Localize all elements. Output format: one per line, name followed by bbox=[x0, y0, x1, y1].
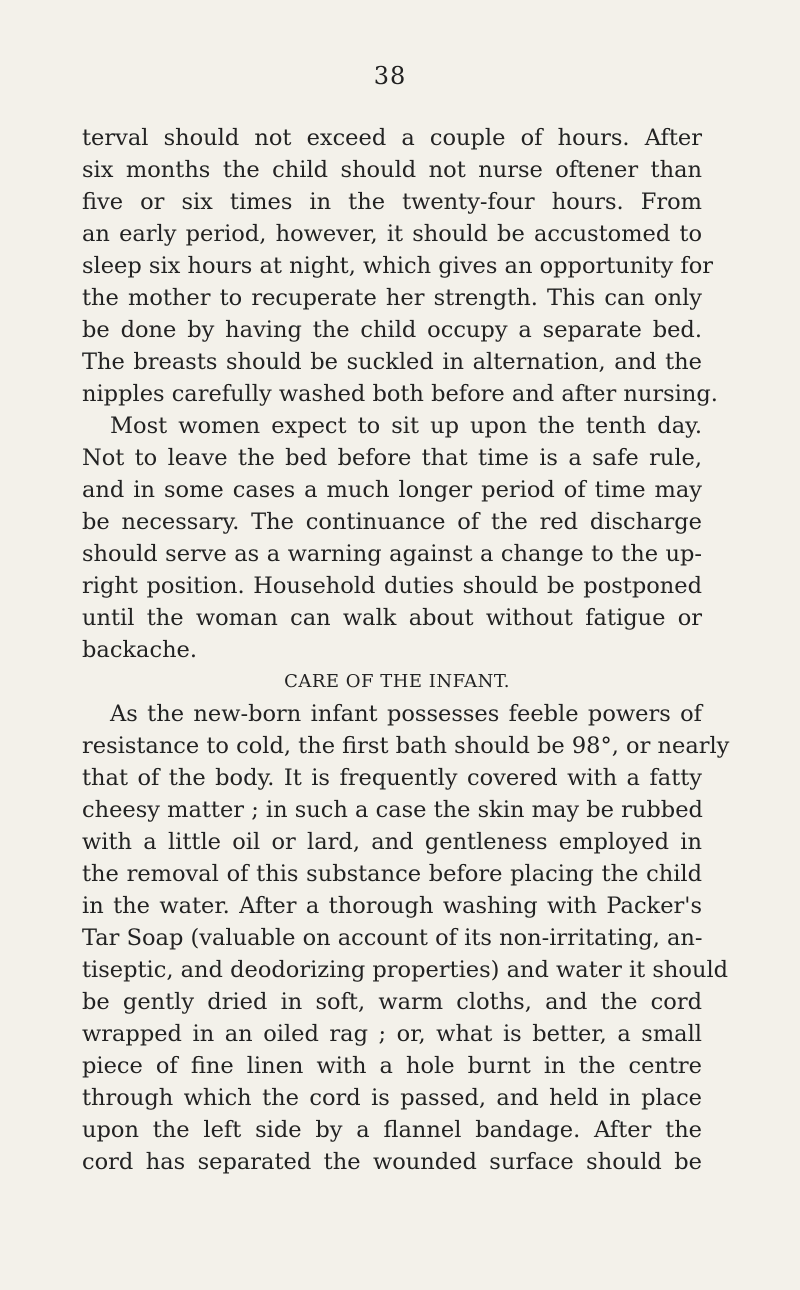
text-line: tiseptic, and deodorizing properties) and water it should bbox=[82, 957, 729, 983]
text-line: that of the body. It is frequently covered with a fatty bbox=[82, 765, 702, 791]
section-heading: CARE OF THE INFANT. bbox=[284, 671, 510, 692]
text-line: right position. Household duties should be postponed bbox=[82, 573, 702, 599]
text-line: five or six times in the twenty-four hours. From bbox=[82, 189, 702, 215]
text-line: be done by having the child occupy a separate bed. bbox=[82, 317, 702, 343]
text-line: an early period, however, it should be accustomed to bbox=[82, 221, 702, 247]
text-line: nipples carefully washed both before and after nursing. bbox=[82, 381, 718, 407]
text-line: wrapped in an oiled rag ; or, what is better, a small bbox=[82, 1021, 702, 1047]
text-line: six months the child should not nurse oftener than bbox=[82, 157, 702, 183]
text-line: piece of fine linen with a hole burnt in the centre bbox=[82, 1053, 702, 1079]
text-line: the mother to recuperate her strength. This can only bbox=[82, 285, 702, 311]
paragraph-3 bbox=[82, 698, 730, 1178]
text-line: the removal of this substance before placing the child bbox=[82, 861, 702, 887]
text-line: Not to leave the bed before that time is a safe rule, bbox=[82, 445, 702, 471]
text-line: As the new-born infant possesses feeble powers of bbox=[110, 701, 702, 727]
text-line: with a little oil or lard, and gentleness employed in bbox=[82, 829, 702, 855]
text-line: should serve as a warning against a change to the up- bbox=[82, 541, 702, 567]
paragraph-2 bbox=[82, 410, 702, 666]
paragraph-1 bbox=[82, 122, 718, 410]
text-line: The breasts should be suckled in alternation, and the bbox=[82, 349, 702, 375]
page-number: 38 bbox=[373, 62, 407, 90]
text-line: until the woman can walk about without fatigue or bbox=[82, 605, 702, 631]
text-line: be necessary. The continuance of the red discharge bbox=[82, 509, 702, 535]
text-line: cord has separated the wounded surface should be bbox=[82, 1149, 702, 1175]
text-line: backache. bbox=[82, 637, 198, 663]
text-line: and in some cases a much longer period of time may bbox=[82, 477, 702, 503]
text-line: upon the left side by a flannel bandage. After the bbox=[82, 1117, 702, 1143]
text-line: Most women expect to sit up upon the tenth day. bbox=[110, 413, 702, 439]
text-line: terval should not exceed a couple of hours. After bbox=[82, 125, 702, 151]
text-line: resistance to cold, the first bath should be 98°, or nearly bbox=[82, 733, 730, 759]
text-line: sleep six hours at night, which gives an opportunity for bbox=[82, 253, 714, 279]
body-text bbox=[82, 122, 730, 1178]
text-line: in the water. After a thorough washing with Packer's bbox=[82, 893, 702, 919]
text-line: cheesy matter ; in such a case the skin may be rubbed bbox=[82, 797, 703, 823]
text-line: Tar Soap (valuable on account of its non-irritating, an- bbox=[82, 925, 703, 951]
text-line: be gently dried in soft, warm cloths, and the cord bbox=[82, 989, 702, 1015]
text-line: through which the cord is passed, and held in place bbox=[82, 1085, 702, 1111]
